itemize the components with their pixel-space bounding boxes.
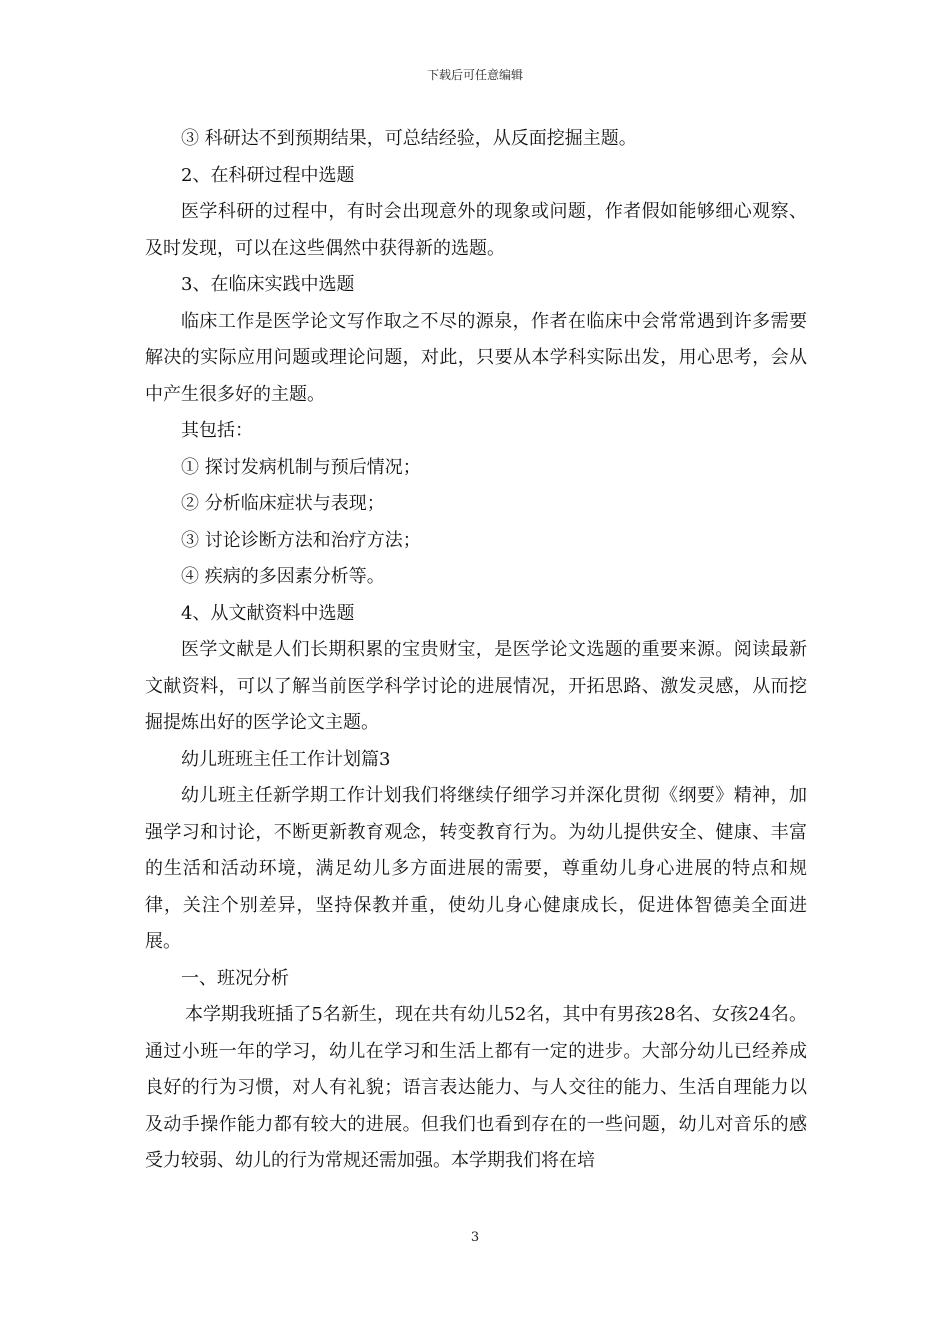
paragraph: 其包括： bbox=[181, 420, 253, 441]
paragraph: 医学科研的过程中，有时会出现意外的现象或问题，作者假如能够细心观察、及时发现，可以在这些偶然中获得新的选题。 bbox=[145, 201, 807, 259]
list-item: ③ 讨论诊断方法和治疗方法； bbox=[181, 529, 421, 551]
list-item: ④ 疾病的多因素分析等。 bbox=[181, 566, 385, 587]
article-title: 幼儿班班主任工作计划篇3 bbox=[181, 748, 391, 770]
section-heading: 3、在临床实践中选题 bbox=[181, 274, 355, 295]
list-item: ① 探讨发病机制与预后情况； bbox=[181, 456, 421, 478]
paragraph: ③ 科研达不到预期结果，可总结经验，从反面挖掘主题。 bbox=[181, 128, 637, 149]
paragraph: 本学期我班插了5名新生，现在共有幼儿52名，其中有男孩28名、女孩24名。通过小班一年的学习，幼儿在学习和生活上都有一定的进步。大部分幼儿已经养成良好的行为习惯，对人有礼貌；语言表达能力、与人交往的能力、生活自理能力以及动手操作能力都有较大的进展。但我们也看到存在的一些问题，幼儿对音乐的感受力较弱、幼儿的行为常规还需加强。本学期我们将在培 bbox=[145, 1004, 807, 1171]
document-body bbox=[145, 121, 807, 1180]
paragraph: 幼儿班主任新学期工作计划我们将继续仔细学习并深化贯彻《纲要》精神，加强学习和讨论，不断更新教育观念，转变教育行为。为幼儿提供安全、健康、丰富的生活和活动环境，满足幼儿多方面进展的需要，尊重幼儿身心进展的特点和规律，关注个别差异，坚持保教并重，使幼儿身心健康成长，促进体智德美全面进展。 bbox=[145, 785, 807, 952]
section-heading: 一、班况分析 bbox=[181, 967, 289, 989]
list-item: ② 分析临床症状与表现； bbox=[181, 493, 385, 514]
section-heading: 2、在科研过程中选题 bbox=[181, 164, 355, 186]
paragraph: 临床工作是医学论文写作取之不尽的源泉，作者在临床中会常常遇到许多需要解决的实际应用问题或理论问题，对此，只要从本学科实际出发，用心思考，会从中产生很多好的主题。 bbox=[145, 310, 807, 405]
page-header: 下载后可任意编辑 bbox=[426, 68, 523, 82]
section-heading: 4、从文献资料中选题 bbox=[181, 602, 355, 624]
paragraph: 医学文献是人们长期积累的宝贵财宝，是医学论文选题的重要来源。阅读最新文献资料，可以了解当前医学科学讨论的进展情况，开拓思路、激发灵感，从而挖掘提炼出好的医学论文主题。 bbox=[145, 639, 807, 733]
page-number: 3 bbox=[470, 1230, 480, 1245]
